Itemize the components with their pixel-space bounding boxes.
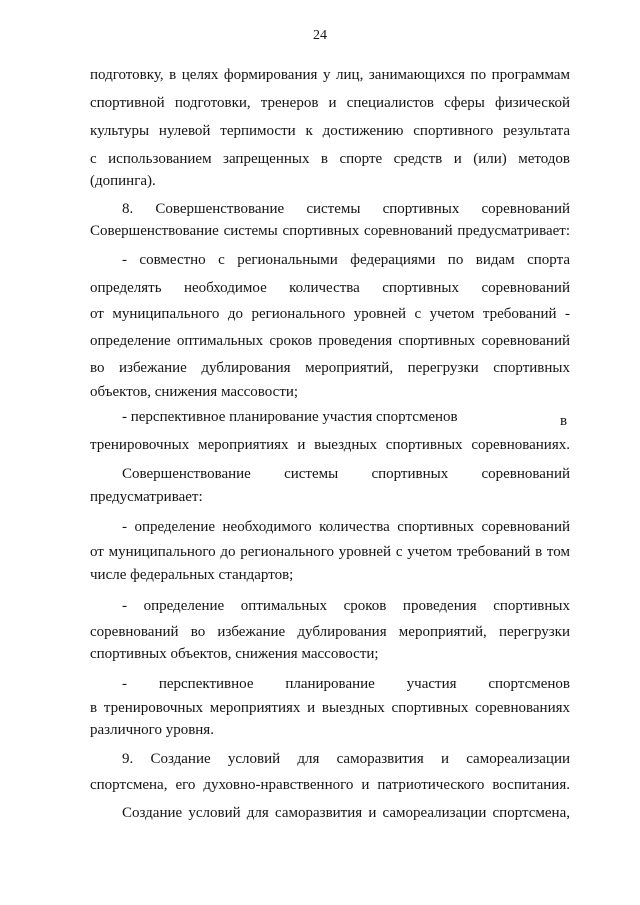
section-heading-8: 8. Совершенствование системы спортивных соревнований [122,201,570,217]
text-line: - совместно с региональными федерациями по видам спорта [122,252,570,268]
page-number: 24 [313,28,327,43]
text-line: - перспективное планирование участия спортсменов [122,676,570,692]
text-line: во избежание дублирования мероприятий, перегрузки спортивных [90,360,570,376]
text-line: спортивной подготовки, тренеров и специалистов сферы физической [90,95,570,111]
text-line: предусматривает: [90,489,203,505]
text-line: числе федеральных стандартов; [90,567,294,583]
text-line: Совершенствование системы спортивных соревнований [122,466,570,482]
text-line: с использованием запрещенных в спорте средств и (или) методов [90,151,570,167]
text-line: тренировочных мероприятиях и выездных спортивных соревнованиях. [90,437,570,453]
text-line: (допинга). [90,173,156,189]
text-line: определять необходимое количества спортивных соревнований [90,280,570,296]
text-line: спортсмена, его духовно-нравственного и патриотического воспитания. [90,777,570,793]
text-line: различного уровня. [90,722,214,738]
text-line: от муниципального до регионального уровней с учетом требований в том [90,544,570,560]
text-line: - определение оптимальных сроков проведения спортивных [122,598,570,614]
text-line-fragment: в [560,413,568,429]
text-line: - определение необходимого количества спортивных соревнований [122,519,570,535]
text-line: - перспективное планирование участия спортсменов [122,409,458,425]
text-line: подготовку, в целях формирования у лиц, занимающихся по программам [90,67,570,83]
text-line: Совершенствование системы спортивных соревнований предусматривает: [90,223,570,239]
text-line: в тренировочных мероприятиях и выездных спортивных соревнованиях [90,700,570,716]
text-line: соревнований во избежание дублирования мероприятий, перегрузки [90,624,570,640]
text-line: определение оптимальных сроков проведения спортивных соревнований [90,333,570,349]
text-line: Создание условий для саморазвития и самореализации спортсмена, [122,805,570,821]
section-heading-9: 9. Создание условий для саморазвития и самореализации [122,751,570,767]
text-line: культуры нулевой терпимости к достижению спортивного результата [90,123,570,139]
text-line: спортивных объектов, снижения массовости; [90,646,379,662]
text-line: от муниципального до регионального уровней с учетом требований - [90,306,570,322]
text-line: объектов, снижения массовости; [90,384,299,400]
